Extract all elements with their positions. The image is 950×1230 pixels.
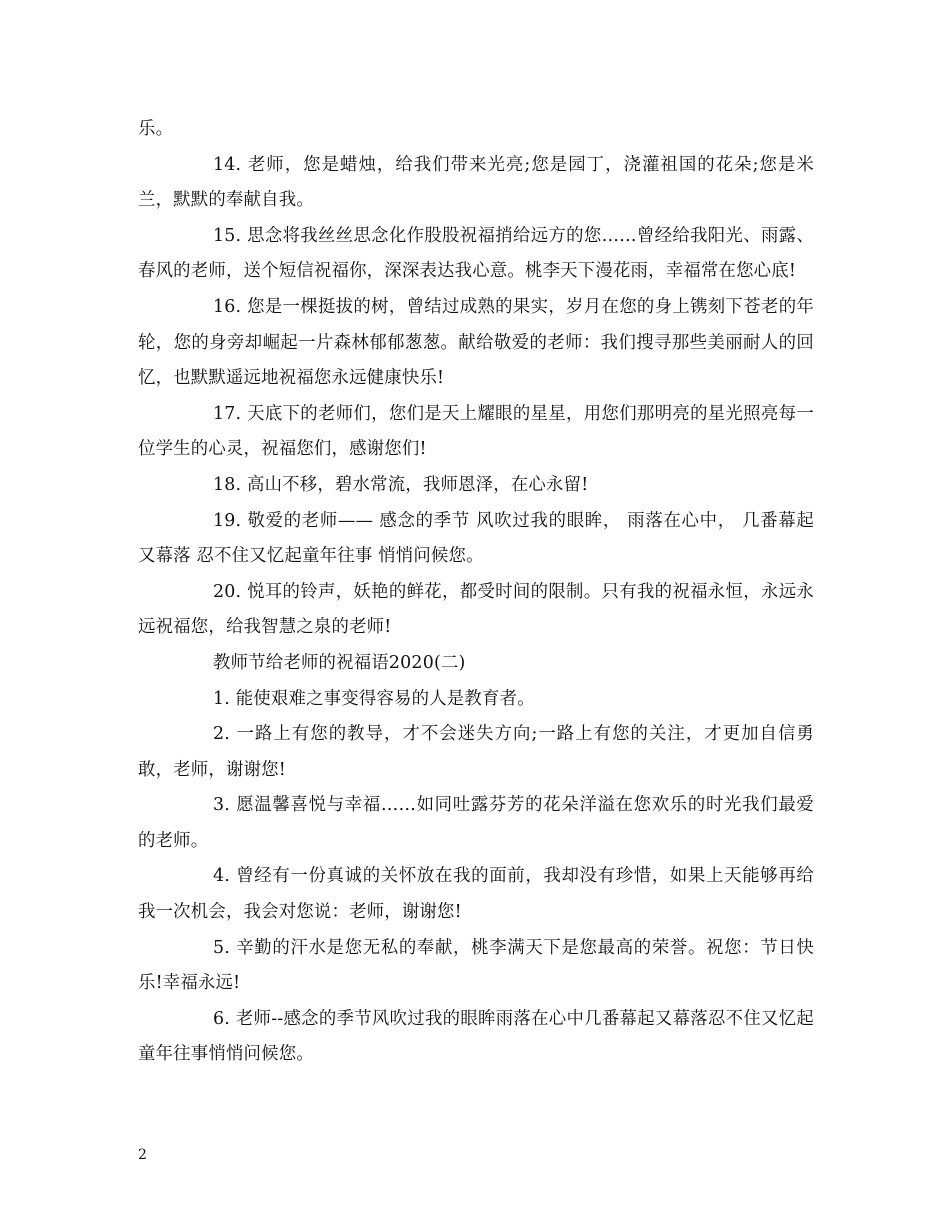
document-body: [138, 112, 814, 1073]
paragraph-item-17: 17. 天底下的老师们，您们是天上耀眼的星星，用您们那明亮的星光照亮每一位学生的心灵，祝福您们，感谢您们!: [138, 403, 814, 460]
paragraph-item-20: 20. 悦耳的铃声，妖艳的鲜花，都受时间的限制。只有我的祝福永恒，永远永远祝福您，给我智慧之泉的老师!: [138, 581, 814, 638]
paragraph-item-3: 3. 愿温馨喜悦与幸福……如同吐露芬芳的花朵洋溢在您欢乐的时光我们最爱的老师。: [138, 795, 814, 851]
paragraph-item-6: 6. 老师--感念的季节风吹过我的眼眸雨落在心中几番幕起又幕落忍不住又忆起童年往事悄悄问候您。: [138, 1008, 814, 1065]
paragraph-item-2: 2. 一路上有您的教导，才不会迷失方向;一路上有您的关注，才更加自信勇敢，老师，谢谢您!: [138, 724, 814, 780]
paragraph-item-4: 4. 曾经有一份真诚的关怀放在我的面前，我却没有珍惜，如果上天能够再给我一次机会，我会对您说：老师，谢谢您!: [138, 866, 814, 923]
section-heading: 教师节给老师的祝福语2020(二): [213, 652, 466, 673]
paragraph-item-15: 15. 思念将我丝丝思念化作股股祝福捎给远方的您……曾经给我阳光、雨露、春风的老师，送个短信祝福你，深深表达我心意。桃李天下漫花雨，幸福常在您心底!: [138, 225, 814, 282]
page-number: 2: [138, 1147, 147, 1163]
paragraph-continuation: 乐。: [138, 119, 174, 139]
paragraph-item-19: 19. 敬爱的老师—— 感念的季节 风吹过我的眼眸， 雨落在心中， 几番幕起又幕落 忍不住又忆起童年往事 悄悄问候您。: [138, 510, 814, 567]
paragraph-item-18: 18. 高山不移，碧水常流，我师恩泽，在心永留!: [213, 474, 589, 495]
paragraph-item-1: 1. 能使艰难之事变得容易的人是教育者。: [213, 688, 535, 709]
paragraph-item-5: 5. 辛勤的汗水是您无私的奉献，桃李满天下是您最高的荣誉。祝您：节日快乐!幸福永远!: [138, 937, 814, 994]
paragraph-item-16: 16. 您是一棵挺拔的树，曾结过成熟的果实，岁月在您的身上镌刻下苍老的年轮，您的身旁却崛起一片森林郁郁葱葱。献给敬爱的老师：我们搜寻那些美丽耐人的回忆，也默默遥远地祝福您永远健康快乐!: [138, 296, 814, 389]
paragraph-item-14: 14. 老师，您是蜡烛，给我们带来光亮;您是园丁，浇灌祖国的花朵;您是米兰，默默的奉献自我。: [138, 154, 814, 211]
